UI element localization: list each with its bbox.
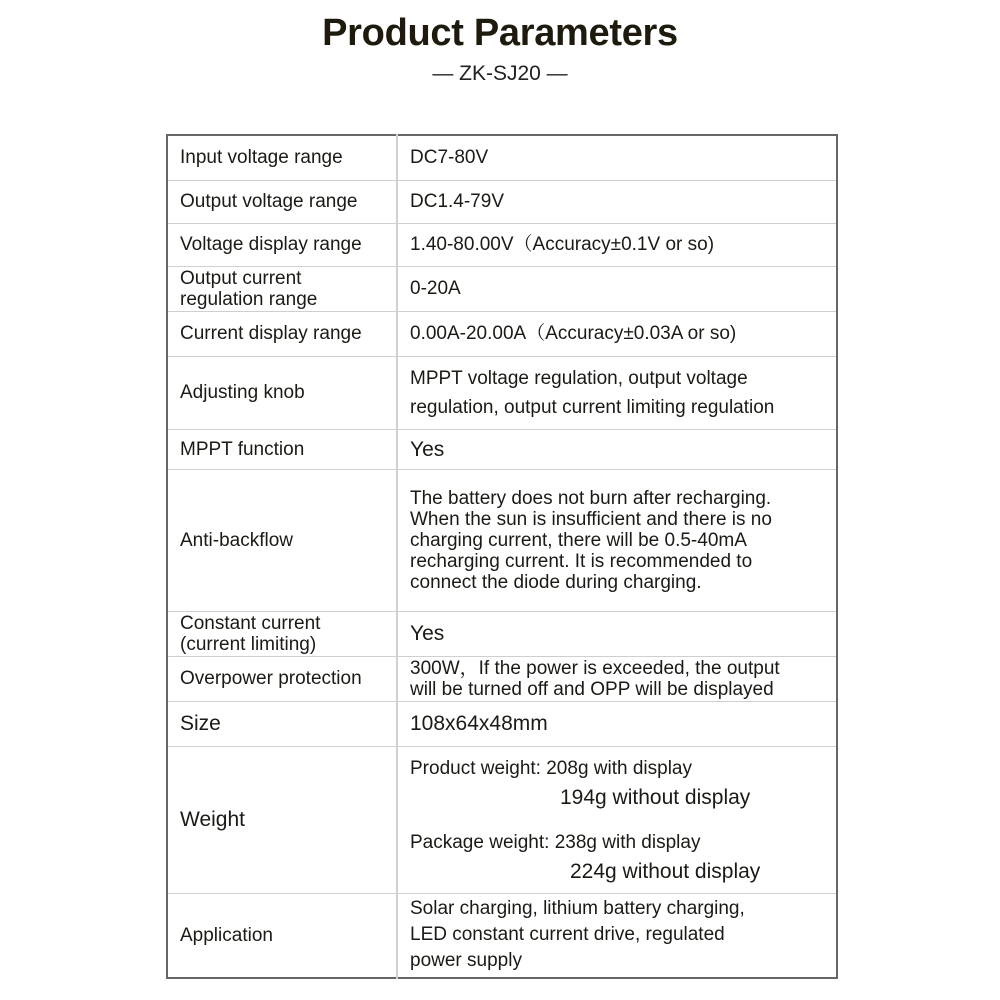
value-text: The battery does not burn after recharging. — [410, 487, 772, 509]
label-text: Input voltage range — [180, 147, 343, 169]
row-value — [397, 180, 837, 223]
table-row — [167, 311, 837, 356]
row-value — [397, 266, 837, 311]
value-text: Yes — [410, 622, 445, 645]
row-value — [397, 469, 837, 611]
table-row — [167, 656, 837, 701]
row-value — [397, 656, 837, 701]
label-text: Anti-backflow — [180, 529, 293, 551]
row-label — [167, 135, 397, 180]
row-label — [167, 180, 397, 223]
value-text: MPPT voltage regulation, output voltage — [410, 367, 748, 389]
label-text: Output current — [180, 267, 302, 289]
table-row — [167, 180, 837, 223]
row-label — [167, 611, 397, 656]
value-text: connect the diode during charging. — [410, 571, 702, 593]
label-text: Size — [180, 712, 221, 735]
row-value — [397, 135, 837, 180]
value-text: Package weight: 238g with display — [410, 831, 701, 853]
value-text: recharging current. It is recommended to — [410, 550, 753, 572]
label-text: Overpower protection — [180, 668, 362, 689]
label-text: Weight — [180, 808, 245, 831]
value-text: 224g without display — [570, 859, 761, 883]
table-row — [167, 893, 837, 978]
label-text: Voltage display range — [180, 234, 362, 255]
table-row — [167, 266, 837, 311]
row-label — [167, 469, 397, 611]
row-label — [167, 701, 397, 746]
row-label — [167, 893, 397, 978]
label-text: regulation range — [180, 288, 318, 310]
row-value — [397, 223, 837, 266]
label-text: (current limiting) — [180, 633, 317, 655]
row-label — [167, 266, 397, 311]
value-text: regulation, output current limiting regulation — [410, 396, 775, 418]
table-row — [167, 469, 837, 611]
row-value — [397, 746, 837, 893]
value-text: When the sun is insufficient and there is no — [410, 508, 772, 530]
label-text: Application — [180, 924, 273, 946]
row-label — [167, 746, 397, 893]
label-text: Current display range — [180, 323, 362, 344]
table-row — [167, 356, 837, 429]
value-text: charging current, there will be 0.5-40mA — [410, 529, 747, 551]
value-text: Solar charging, lithium battery charging, — [410, 898, 745, 920]
value-text: 0.00A-20.00A（Accuracy±0.03A or so) — [410, 323, 737, 344]
value-text: 194g without display — [560, 785, 751, 809]
label-text: MPPT function — [180, 438, 305, 460]
value-text: 108x64x48mm — [410, 712, 548, 735]
value-text: Product weight: 208g with display — [410, 757, 692, 779]
row-label — [167, 656, 397, 701]
value-text: power supply — [410, 950, 522, 972]
label-text: Adjusting knob — [180, 382, 305, 403]
row-value — [397, 611, 837, 656]
table-row — [167, 429, 837, 469]
value-text: 300W，If the power is exceeded, the output — [410, 657, 780, 679]
table-row — [167, 223, 837, 266]
model-subtitle: — ZK-SJ20 — — [432, 62, 568, 85]
table-row — [167, 611, 837, 656]
row-label — [167, 311, 397, 356]
value-text: DC1.4-79V — [410, 191, 504, 212]
label-text: Output voltage range — [180, 191, 358, 212]
value-text: DC7-80V — [410, 147, 489, 169]
row-label — [167, 429, 397, 469]
table-row — [167, 135, 837, 180]
value-text: 0-20A — [410, 278, 461, 299]
table-row — [167, 701, 837, 746]
row-label — [167, 356, 397, 429]
value-text: 1.40-80.00V（Accuracy±0.1V or so) — [410, 234, 715, 255]
value-text: LED constant current drive, regulated — [410, 924, 725, 946]
row-value — [397, 429, 837, 469]
parameters-table — [166, 134, 838, 979]
row-value — [397, 311, 837, 356]
row-label — [167, 223, 397, 266]
value-text: Yes — [410, 437, 445, 461]
row-value — [397, 893, 837, 978]
row-value — [397, 701, 837, 746]
table-row — [167, 746, 837, 893]
label-text: Constant current — [180, 612, 321, 634]
row-value — [397, 356, 837, 429]
value-text: will be turned off and OPP will be displayed — [410, 678, 774, 700]
page-title: Product Parameters — [322, 12, 678, 54]
